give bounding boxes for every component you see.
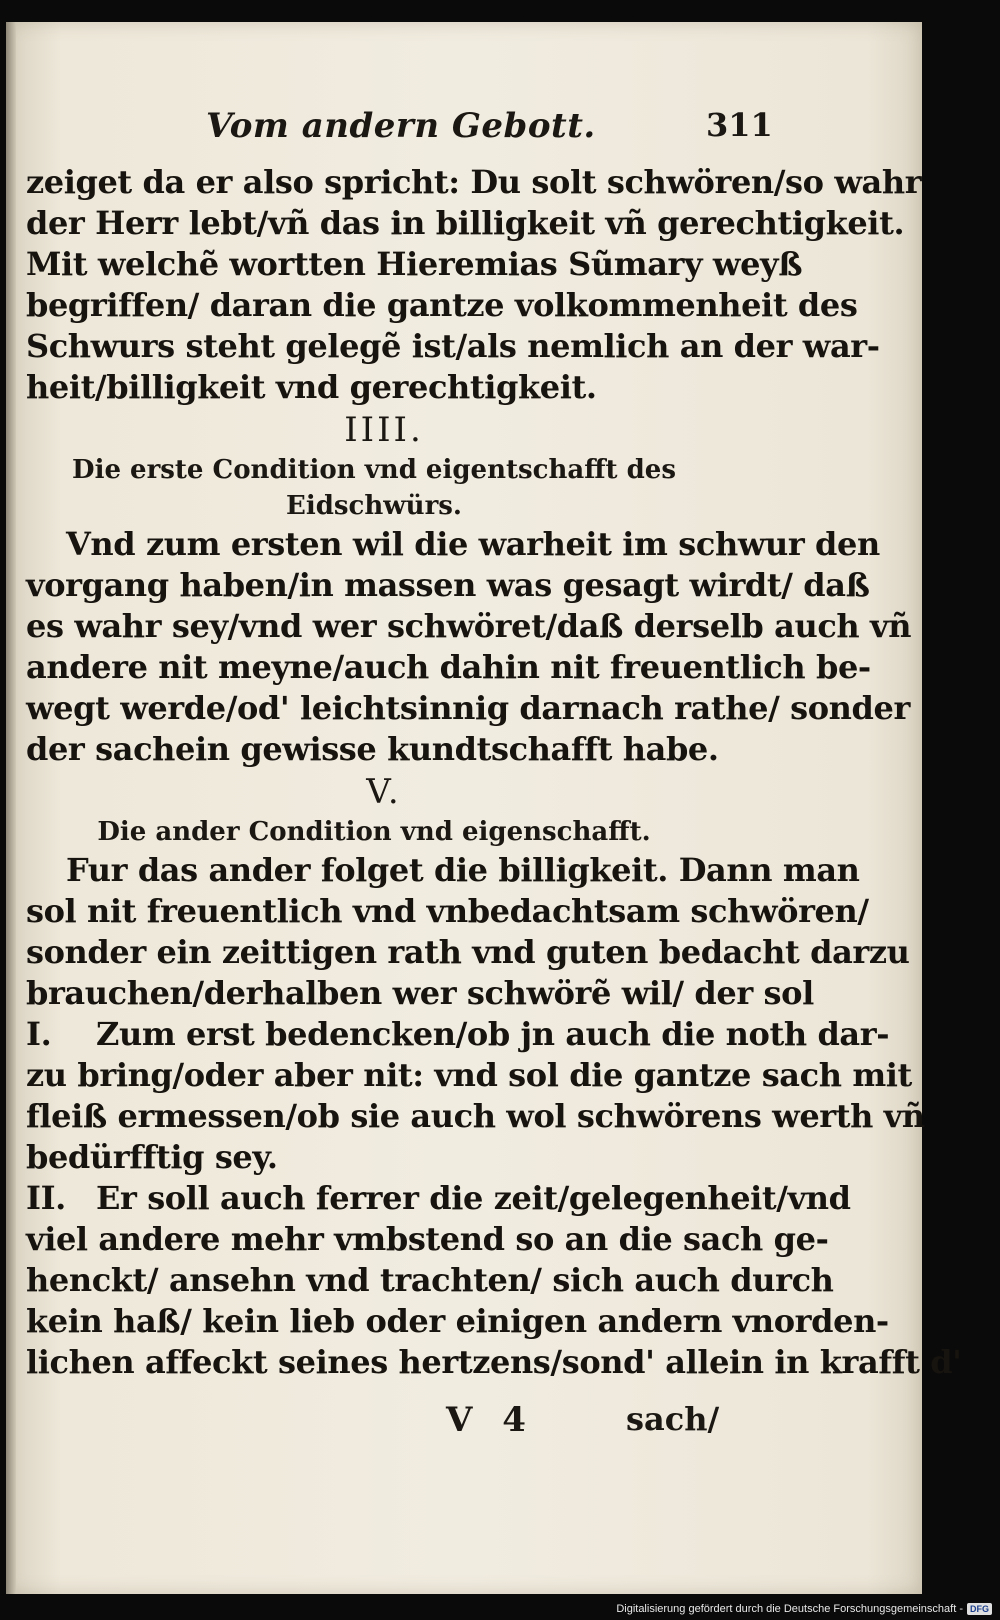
section-heading: Die ander Condition vnd eigenschafft. [97,817,651,847]
list-item [26,1014,890,1055]
text-line: Er soll auch ferrer die zeit/gelegenheit/vnd [96,1179,851,1217]
text-line: Zum erst bedencken/ob jn auch die noth dar- [96,1015,890,1053]
text-line: lichen affeckt seines hertzens/sond' allein in krafft d' [26,1343,962,1381]
text-line: sonder ein zeittigen rath vnd guten bedacht darzu [26,933,910,971]
list-item [26,1178,851,1219]
page-gutter-shadow [6,22,16,1594]
text-line: kein haß/ kein lieb oder einigen andern vnorden- [26,1302,889,1340]
text-line: der Herr lebt/vñ das in billigkeit vñ gerechtigkeit. [26,204,905,242]
text-line: vorgang haben/in massen was gesagt wirdt/ daß [26,566,870,604]
dfg-logo: DFG [967,1603,992,1615]
book-page [6,22,962,1594]
item-mark: II. [26,1179,66,1217]
running-title: Vom andern Gebott. [206,106,596,146]
text-line: Schwurs steht gelegẽ ist/als nemlich an der war- [26,327,880,365]
text-line: zu bring/oder aber nit: vnd sol die gantze sach mit [26,1056,912,1094]
section-numeral: V. [366,772,402,812]
text-line: es wahr sey/vnd wer schwöret/daß derselb auch vñ [26,607,912,645]
text-line: henckt/ ansehn vnd trachten/ sich auch durch [26,1261,834,1299]
text-line: wegt werde/od' leichtsinnig darnach rathe/ sonder [26,689,910,727]
signature-mark: V 4 [446,1400,526,1440]
text-line: sol nit freuentlich vnd vnbedachtsam schwören/ [26,892,869,930]
text-line: zeiget da er also spricht: Du solt schwören/so wahr [26,163,922,201]
text-line: der sachein gewisse kundtschafft habe. [26,730,719,768]
section-numeral: IIII. [344,410,424,450]
section-heading: Die erste Condition vnd eigentschafft des [72,455,676,485]
text-line: heit/billigkeit vnd gerechtigkeit. [26,368,597,406]
text-line: brauchen/derhalben wer schwörẽ wil/ der sol [26,974,814,1012]
catchword: sach/ [626,1400,720,1438]
folio-number: 311 [706,106,773,144]
funding-credit [616,1600,992,1618]
text-line: andere nit meyne/auch dahin nit freuentlich be- [26,648,871,686]
credit-text: Digitalisierung gefördert durch die Deutsche Forschungsgemeinschaft - [616,1603,963,1615]
page-body [26,162,962,1383]
item-mark: I. [26,1015,52,1053]
text-line: Mit welchẽ wortten Hieremias Sũmary weyß [26,245,803,283]
text-line: begriffen/ daran die gantze volkommenheit des [26,286,858,324]
text-line: viel andere mehr vmbstend so an die sach ge- [26,1220,829,1258]
page-footer [6,1400,922,1450]
text-line: bedürfftig sey. [26,1138,278,1176]
text-line: Fur das ander folget die billigkeit. Dann man [66,851,860,889]
page-header [6,106,922,156]
text-line: Vnd zum ersten wil die warheit im schwur den [66,525,880,563]
section-heading-cont: Eidschwürs. [286,491,462,521]
text-line: fleiß ermessen/ob sie auch wol schwörens werth vñ [26,1097,925,1135]
